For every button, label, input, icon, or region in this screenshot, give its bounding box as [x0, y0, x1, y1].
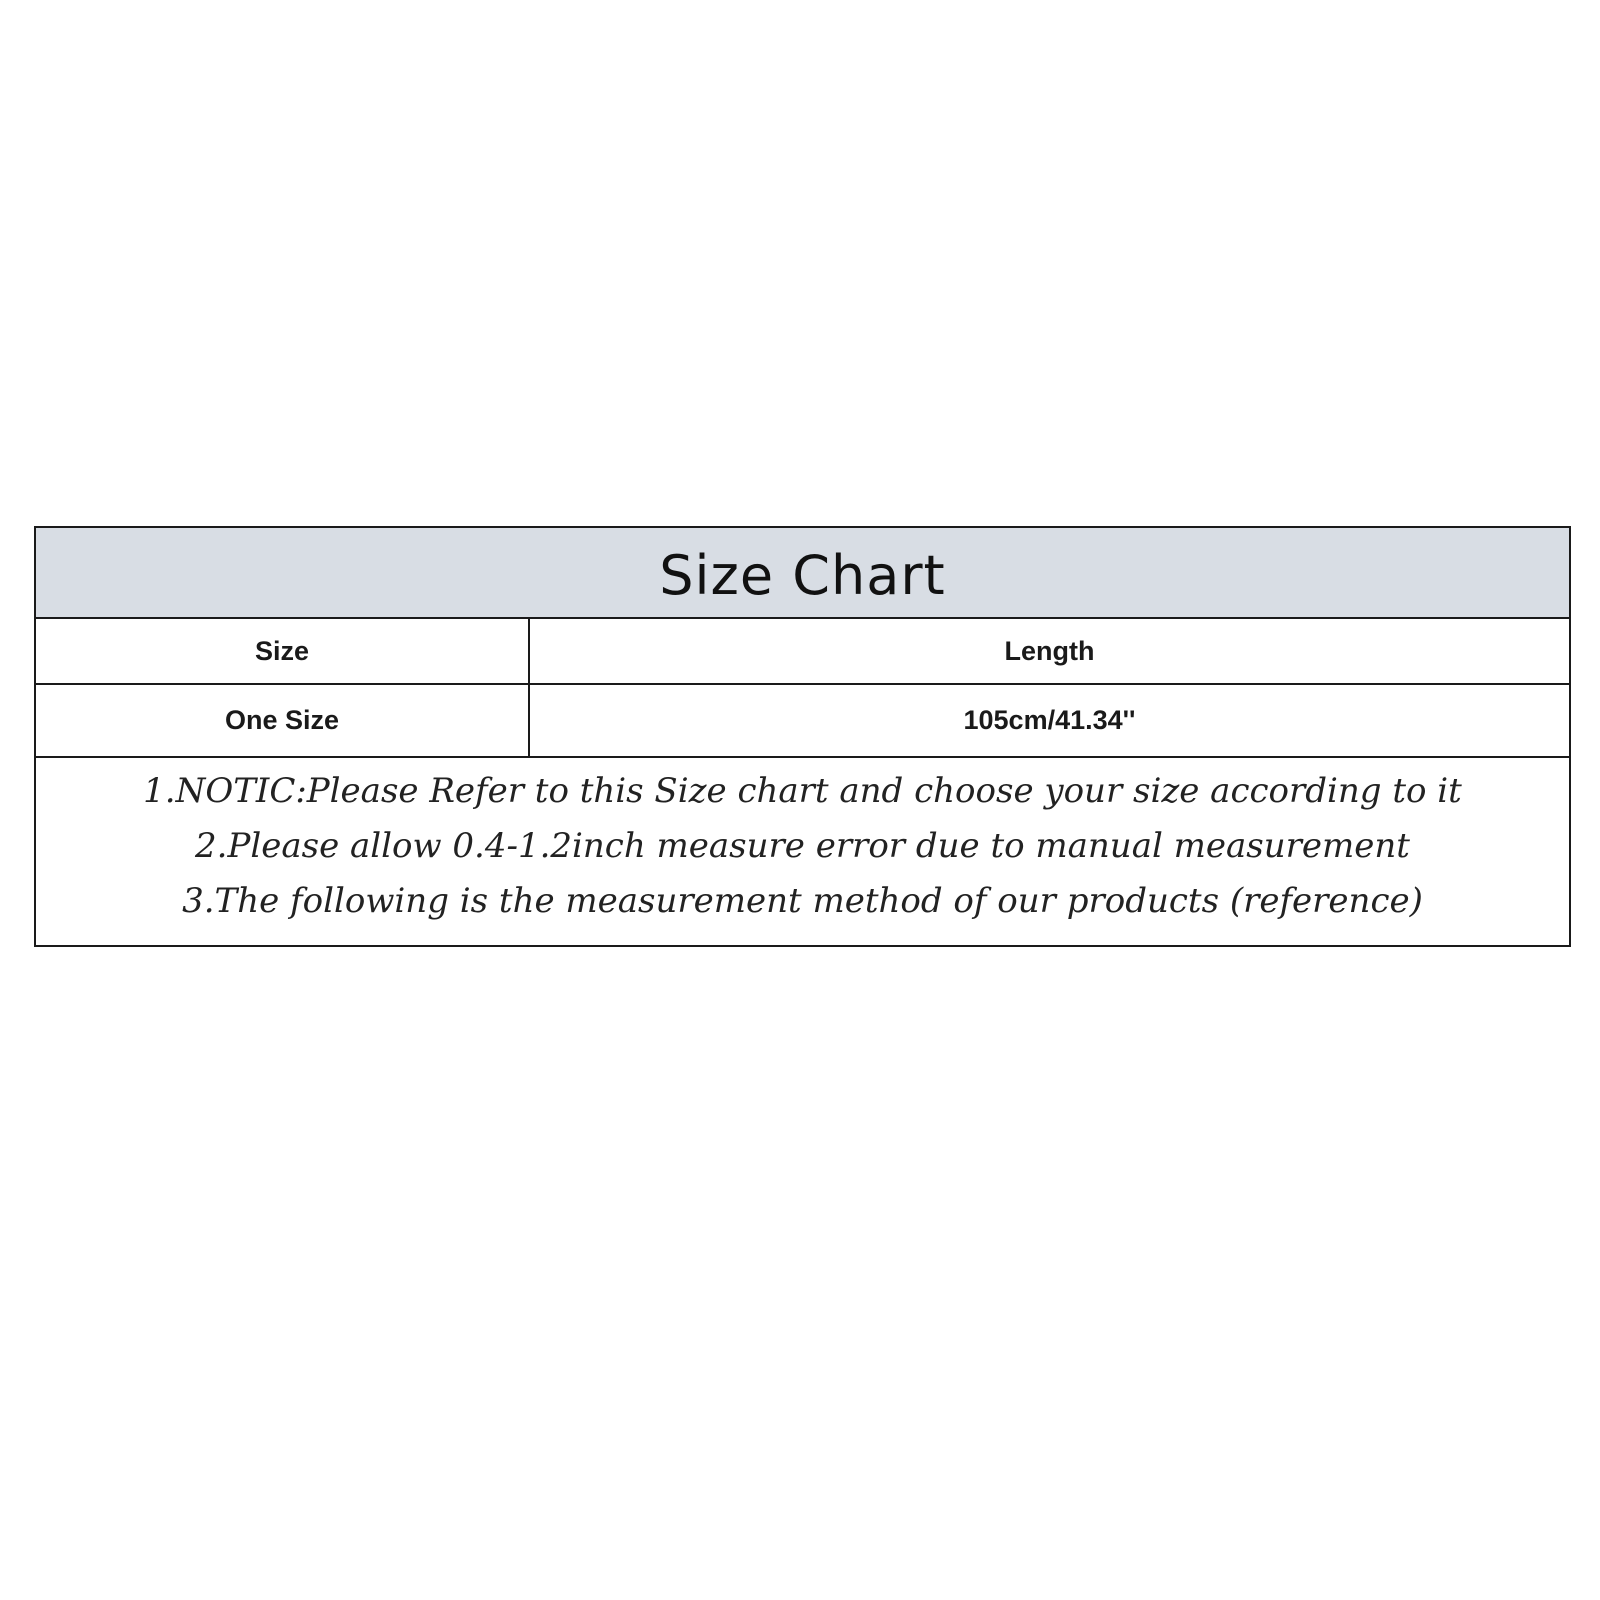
size-chart-table	[34, 526, 1571, 947]
size-column-header: Size	[36, 619, 530, 683]
size-chart-notes	[36, 758, 1569, 945]
length-column-header: Length	[1004, 635, 1095, 666]
table-row	[36, 685, 1569, 758]
note-line-1: 1.NOTIC:Please Refer to this Size chart and choose your size according to it	[143, 771, 1462, 811]
note-line-2: 2.Please allow 0.4-1.2inch measure error due to manual measurement	[195, 826, 1410, 866]
table-header-row	[36, 619, 1569, 685]
size-value-cell: One Size	[36, 685, 530, 756]
length-value-cell: 105cm/41.34''	[963, 705, 1136, 735]
size-chart-title: Size Chart	[659, 544, 946, 607]
size-chart-header	[36, 528, 1569, 619]
note-line-3: 3.The following is the measurement method of our products (reference)	[182, 881, 1423, 921]
